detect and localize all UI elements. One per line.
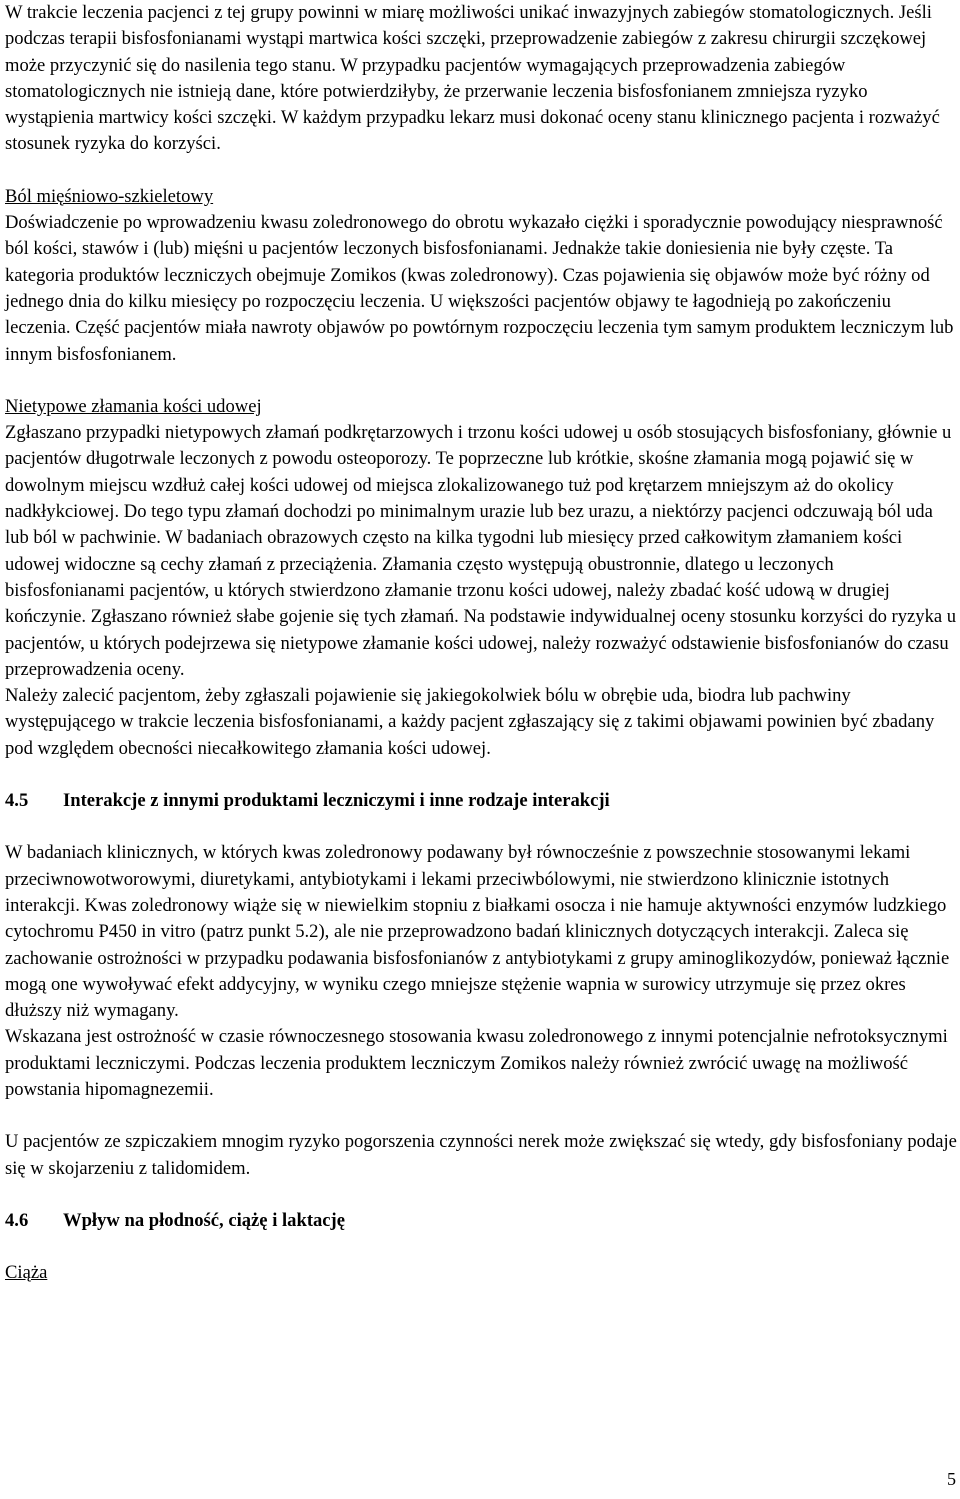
paragraph-myeloma-thalidomide: U pacjentów ze szpiczakiem mnogim ryzyko pogorszenia czynności nerek może zwiększać się wtedy, gdy bisfosfoniany podaje się w skojarzeniu z talidomidem. [5, 1131, 957, 1179]
subheading-musculoskeletal-pain: Ból mięśniowo-szkieletowy [5, 185, 214, 207]
subheading-atypical-femur-fractures: Nietypowe złamania kości udowej [5, 395, 262, 417]
paragraph-patient-reporting: Należy zalecić pacjentom, żeby zgłaszali pojawienie się jakiegokolwiek bólu w obrębie uda, biodra lub pachwiny występującego w trakcie leczenia bisfosfonianami, a każdy pacjent zgłaszający się z takimi objawami powinien być zbadany pod względem obecności niecałkowitego złamania kości udowej. [5, 685, 935, 759]
subheading-pregnancy: Ciąża [5, 1262, 48, 1284]
section-heading-4-6 [5, 1208, 957, 1234]
section-number: 4.5 [5, 790, 29, 812]
paragraph-jaw-osteonecrosis: W trakcie leczenia pacjenci z tej grupy powinni w miarę możliwości unikać inwazyjnych zabiegów stomatologicznych. Jeśli podczas terapii bisfosfonianami wystąpi martwica kości szczęki, przeprowadzenie zabiegów z zakresu chirurgii szczękowej może przyczynić się do nasilenia tego stanu. W przypadku pacjentów wymagających przeprowadzenia zabiegów stomatologicznych nie istnieją dane, które potwierdziłyby, że przerwanie leczenia bisfosfonianem zmniejsza ryzyko wystąpienia martwicy kości szczęki. W każdym przypadku lekarz musi dokonać oceny stanu klinicznego pacjenta i rozważyć stosunek ryzyka do korzyści. [5, 2, 940, 155]
document-body [5, 0, 957, 1286]
paragraph-interactions-clinical: W badaniach klinicznych, w których kwas zoledronowy podawany był równocześnie z powszechnie stosowanymi lekami przeciwnowotworowymi, diuretykami, antybiotykami i lekami przeciwbólowymi, nie stwierdzono klinicznie istotnych interakcji. Kwas zoledronowy wiąże się w niewielkim stopniu z białkami osocza i nie hamuje aktywności enzymów ludzkiego cytochromu P450 in vitro (patrz punkt 5.2), ale nie przeprowadzono badań klinicznych dotyczących interakcji. Zaleca się zachowanie ostrożności w przypadku podawania bisfosfonianów z antybiotykami z grupy aminoglikozydów, ponieważ łącznie mogą one wywoływać efekt addycyjny, w wyniku czego mniejsze stężenie wapnia w surowicy utrzymuje się przez okres dłuższy niż wymagany. [5, 842, 950, 1022]
section-number: 4.6 [5, 1209, 29, 1231]
page-number: 5 [947, 1469, 956, 1489]
paragraph-nephrotoxic-caution: Wskazana jest ostrożność w czasie równoczesnego stosowania kwasu zoledronowego z innymi potencjalnie nefrotoksycznymi produktami leczniczymi. Podczas leczenia produktem leczniczym Zomikos należy również zwrócić uwagę na możliwość powstania hipomagnezemii. [5, 1026, 948, 1100]
paragraph-atypical-femur-fractures: Zgłaszano przypadki nietypowych złamań podkrętarzowych i trzonu kości udowej u osób stosujących bisfosfoniany, głównie u pacjentów długotrwale leczonych z powodu osteoporozy. Te poprzeczne lub krótkie, skośne złamania mogą pojawić się w dowolnym miejscu wzdłuż całej kości udowej od miejsca zlokalizowanego tuż pod krętarzem mniejszym aż do okolicy nadkłykciowej. Do tego typu złamań dochodzi po minimalnym urazie lub bez urazu, a niektórzy pacjenci odczuwają ból uda lub ból w pachwinie. W badaniach obrazowych często na kilka tygodni lub miesięcy przed całkowitym złamaniem kości udowej widoczne są cechy złamań z przeciążenia. Złamania często występują obustronnie, dlatego u leczonych bisfosfonianami pacjentów, u których stwierdzono złamanie trzonu kości udowej, należy zbadać kość udową w drugiej kończynie. Zgłaszano również słabe gojenie się tych złamań. Na podstawie indywidualnej oceny stosunku korzyści do ryzyka u pacjentów, u których podejrzewa się nietypowe złamanie kości udowej, należy rozważyć odstawienie bisfosfonianów do czasu przeprowadzenia oceny. [5, 422, 957, 680]
paragraph-musculoskeletal-pain: Doświadczenie po wprowadzeniu kwasu zoledronowego do obrotu wykazało ciężki i sporadycznie powodujący niesprawność ból kości, stawów i (lub) mięśni u pacjentów leczonych bisfosfonianami. Jednakże takie doniesienia nie były częste. Ta kategoria produktów leczniczych obejmuje Zomikos (kwas zoledronowy). Czas pojawienia się objawów może być różny od jednego dnia do kilku miesięcy po rozpoczęciu leczenia. U większości pacjentów objawy te łagodnieją po zakończeniu leczenia. Część pacjentów miała nawroty objawów po powtórnym rozpoczęciu leczenia tym samym produktem leczniczym lub innym bisfosfonianem. [5, 212, 954, 365]
section-title: Interakcje z innymi produktami leczniczymi i inne rodzaje interakcji [63, 790, 610, 812]
section-title: Wpływ na płodność, ciążę i laktację [63, 1209, 346, 1231]
section-heading-4-5 [5, 788, 957, 814]
